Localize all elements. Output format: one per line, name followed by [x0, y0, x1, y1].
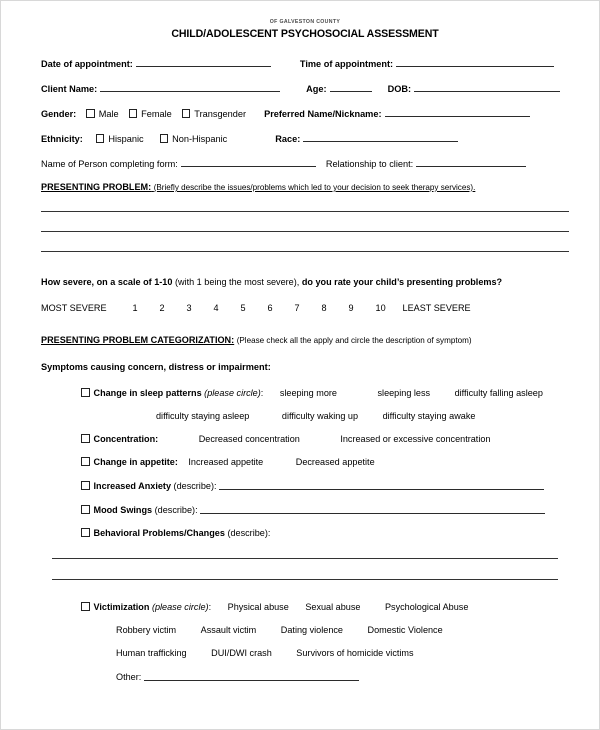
symptom-hint: (please circle): [204, 388, 261, 398]
option-increased-appetite[interactable]: Increased appetite: [188, 457, 264, 467]
label-time-of-appointment: Time of appointment:: [299, 59, 394, 69]
checkbox-ethnicity-hispanic[interactable]: [96, 134, 144, 144]
option-sleeping-more[interactable]: sleeping more: [279, 388, 337, 398]
row-client: [41, 82, 569, 94]
input-mood-swings[interactable]: [200, 504, 545, 514]
checkbox-icon: [129, 109, 138, 118]
symptom-colon: :: [260, 388, 264, 398]
symptom-label: Increased Anxiety: [93, 481, 172, 491]
symptom-hint: (please circle): [151, 602, 209, 612]
option-dui-dwi-crash[interactable]: DUI/DWI crash: [211, 648, 272, 658]
symptom-behavioral-problems[interactable]: [81, 528, 569, 538]
severity-right-label: LEAST SEVERE: [402, 303, 471, 313]
option-increased-concentration[interactable]: Increased or excessive concentration: [340, 434, 491, 444]
checkbox-gender-transgender[interactable]: [182, 109, 246, 119]
severity-value-1[interactable]: 1: [132, 303, 138, 313]
checkbox-icon[interactable]: [81, 388, 90, 397]
option-psychological-abuse[interactable]: Psychological Abuse: [384, 602, 469, 612]
input-age[interactable]: [330, 82, 372, 92]
symptom-appetite[interactable]: [81, 457, 569, 467]
checkbox-label: Hispanic: [108, 134, 144, 144]
label-dob: DOB:: [387, 84, 412, 94]
input-victimization-other[interactable]: [144, 671, 359, 681]
symptoms-heading: Symptoms causing concern, distress or impairment:: [41, 362, 271, 372]
severity-question: [41, 277, 569, 287]
symptom-label: Behavioral Problems/Changes: [93, 528, 225, 538]
severity-value-9[interactable]: 9: [348, 303, 354, 313]
label-client-name: Client Name:: [41, 84, 98, 94]
symptom-hint: (describe):: [227, 528, 271, 538]
input-dob[interactable]: [414, 82, 560, 92]
severity-value-10[interactable]: 10: [375, 303, 386, 313]
input-time-of-appointment[interactable]: [396, 57, 554, 67]
option-survivors-of-homicide-victims[interactable]: Survivors of homicide victims: [296, 648, 414, 658]
option-decreased-concentration[interactable]: Decreased concentration: [198, 434, 300, 444]
label-relationship-to-client: Relationship to client:: [325, 159, 414, 169]
presenting-problem-line-2[interactable]: [41, 231, 569, 232]
checkbox-icon[interactable]: [81, 602, 90, 611]
symptom-victimization[interactable]: [81, 602, 569, 612]
checkbox-label: Non-Hispanic: [172, 134, 228, 144]
organization-subtitle: OF GALVESTON COUNTY: [269, 19, 341, 25]
symptom-label: Victimization: [93, 602, 150, 612]
severity-value-8[interactable]: 8: [321, 303, 327, 313]
severity-left-label: MOST SEVERE: [41, 303, 107, 313]
symptom-label: Concentration:: [93, 434, 159, 444]
input-increased-anxiety[interactable]: [219, 480, 544, 490]
checkbox-ethnicity-non-hispanic[interactable]: [160, 134, 228, 144]
option-decreased-appetite[interactable]: Decreased appetite: [295, 457, 375, 467]
severity-question-part2: (with 1 being the most severe),: [174, 277, 300, 287]
symptom-concentration[interactable]: [81, 434, 569, 444]
checkbox-icon[interactable]: [81, 434, 90, 443]
checkbox-icon[interactable]: [81, 481, 90, 490]
checkbox-icon[interactable]: [81, 528, 90, 537]
row-gender: [41, 107, 569, 119]
input-race[interactable]: [303, 132, 458, 142]
label-ethnicity: Ethnicity:: [41, 134, 83, 144]
option-human-trafficking[interactable]: Human trafficking: [116, 648, 187, 658]
severity-question-part1: How severe, on a scale of 1-10: [41, 277, 173, 287]
label-age: Age:: [306, 84, 327, 94]
checkbox-icon: [160, 134, 169, 143]
categorization-heading: PRESENTING PROBLEM CATEGORIZATION:: [41, 335, 235, 345]
symptom-colon: :: [208, 602, 212, 612]
checkbox-icon[interactable]: [81, 505, 90, 514]
row-ethnicity: [41, 132, 569, 144]
input-relationship-to-client[interactable]: [416, 157, 526, 167]
presenting-problem-instruction: (Briefly describe the issues/problems which led to your decision to seek therapy services).: [153, 183, 476, 192]
categorization-instruction: (Please check all the apply and circle the description of symptom): [236, 336, 472, 345]
page-title: CHILD/ADOLESCENT PSYCHOSOCIAL ASSESSMENT: [171, 28, 439, 40]
severity-value-2[interactable]: 2: [159, 303, 165, 313]
victimization-row3: [116, 648, 569, 658]
input-client-name[interactable]: [100, 82, 280, 92]
checkbox-icon[interactable]: [81, 457, 90, 466]
presenting-problem-line-1[interactable]: [41, 211, 569, 212]
checkbox-label: Female: [141, 109, 172, 119]
symptom-increased-anxiety[interactable]: [81, 480, 569, 491]
option-sexual-abuse[interactable]: Sexual abuse: [305, 602, 361, 612]
severity-value-5[interactable]: 5: [240, 303, 246, 313]
label-other: Other:: [116, 672, 142, 682]
presenting-problem-line-3[interactable]: [41, 251, 569, 252]
option-domestic-violence[interactable]: Domestic Violence: [367, 625, 443, 635]
presenting-problem-heading-row: [41, 182, 569, 192]
severity-scale: [41, 303, 569, 313]
symptom-mood-swings[interactable]: [81, 504, 569, 515]
label-date-of-appointment: Date of appointment:: [41, 59, 133, 69]
symptom-label: Mood Swings: [93, 505, 153, 515]
option-dating-violence[interactable]: Dating violence: [280, 625, 343, 635]
option-sleeping-less[interactable]: sleeping less: [377, 388, 431, 398]
symptom-label: Change in sleep patterns: [93, 388, 202, 398]
checkbox-gender-female[interactable]: [129, 109, 172, 119]
checkbox-label: Transgender: [194, 109, 247, 119]
input-preferred-name[interactable]: [385, 107, 530, 117]
victimization-row2: [116, 625, 569, 635]
behavioral-line-2[interactable]: [52, 579, 559, 580]
input-date-of-appointment[interactable]: [136, 57, 271, 67]
option-difficulty-staying-awake[interactable]: difficulty staying awake: [382, 411, 476, 421]
presenting-problem-heading: PRESENTING PROBLEM:: [41, 182, 152, 192]
label-race: Race:: [275, 134, 301, 144]
severity-value-4[interactable]: 4: [213, 303, 219, 313]
label-preferred-name: Preferred Name/Nickname:: [264, 109, 382, 119]
checkbox-gender-male[interactable]: [86, 109, 118, 119]
severity-value-6[interactable]: 6: [267, 303, 273, 313]
symptom-sleep-patterns[interactable]: [81, 388, 569, 398]
option-assault-victim[interactable]: Assault victim: [200, 625, 257, 635]
label-gender: Gender:: [41, 109, 77, 119]
symptom-label: Change in appetite:: [93, 457, 178, 467]
severity-question-part3: do you rate your child’s presenting problems?: [301, 277, 503, 287]
option-robbery-victim[interactable]: Robbery victim: [116, 625, 177, 635]
row-form-completer: [41, 157, 569, 169]
categorization-heading-row: [41, 335, 569, 345]
option-difficulty-staying-asleep[interactable]: difficulty staying asleep: [156, 411, 250, 421]
input-name-of-person-completing[interactable]: [181, 157, 316, 167]
row-appointment: [41, 57, 569, 69]
symptom-hint: (describe):: [173, 481, 217, 491]
checkbox-icon: [86, 109, 95, 118]
option-physical-abuse[interactable]: Physical abuse: [227, 602, 289, 612]
label-name-of-person-completing: Name of Person completing form:: [41, 159, 178, 169]
symptom-sleep-patterns-row2: [156, 411, 569, 421]
option-difficulty-falling-asleep[interactable]: difficulty falling asleep: [454, 388, 543, 398]
severity-value-7[interactable]: 7: [294, 303, 300, 313]
victimization-other-row: [116, 671, 569, 682]
symptom-hint: (describe):: [154, 505, 198, 515]
severity-value-3[interactable]: 3: [186, 303, 192, 313]
checkbox-label: Male: [98, 109, 119, 119]
option-difficulty-waking-up[interactable]: difficulty waking up: [281, 411, 359, 421]
checkbox-icon: [96, 134, 105, 143]
behavioral-line-1[interactable]: [52, 558, 559, 559]
checkbox-icon: [182, 109, 191, 118]
